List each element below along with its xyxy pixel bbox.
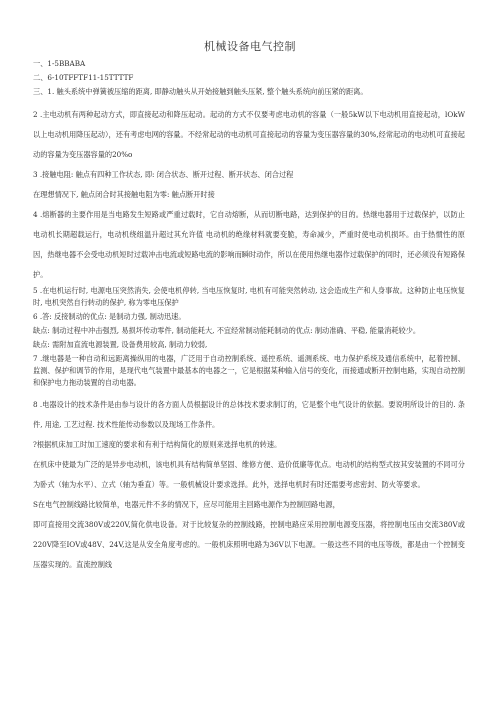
answer-section-two: 二、6-10TFFTF11-15TTTTF (33, 73, 134, 82)
answer-section-three-item-1: 三、1. 触头系统中弹簧被压缩的距离, 即静动触头从开始接触到触头压紧, 整个触头系统向前压紧的距离。 (33, 87, 368, 96)
answer-control-power: S在电气控制线路比较简单，电器元件不多的情况下，应尽可能用主回路电源作为控制回路电源， (33, 500, 340, 509)
answer-item-3: 3 .接触电阻: 触点有四种工作状态, 即: 闭合状态、断开过程、断开状态、闭合过程 (33, 169, 294, 179)
answer-motor-speed: ?根据机床加工时加工速度的要求和有利于结构简化的原则来选择电机的转速。 (33, 440, 282, 449)
document-body (33, 58, 465, 575)
answer-item-6: 6 .答: 反接制动的优点: 是制动力强, 制动迅速。 (33, 311, 186, 321)
answer-motor-type: 在机床中使最为广泛的是异步电动机，该电机具有结构简单坚固、维修方便、造价低廉等优点。电动机的结构型式按其安装置的不同可分为卧式（轴为水平）、立式（轴为垂直）等。一般机械设计要求选择。此外，选择电机时有时还需要考虑密封、防火等要求。 (33, 460, 465, 489)
document-title: 机械设备电气控制 (204, 40, 296, 53)
answer-item-6-drawbacks: 缺点: 制动过程中冲击强烈, 易损坏传动零件, 制动能耗大, 不宜经常制动能耗制动的优点: 制动准确、平稳, 能量消耗较少。 (33, 325, 421, 335)
answer-control-voltage: 即可直接用交流380V或220V,简化供电设备。对于比较复杂的控制线路，控制电路应采用控制电源变压器，将控制电压由交流380V或220V降至IOV或48V、24V,这是从安全角度考虑的。一般机床照明电路为36V以下电源。一般这些不同的电压等级，都是由一个控制变压器实现的。直流控制线 (33, 520, 465, 569)
answer-item-6-drawbacks-2: 缺点: 需附加直流电源装置, 设备费用较高, 制动力较弱, (33, 339, 208, 349)
answer-item-7: 7 .继电器是一种自动和远距离操纵用的电器，广泛用于自动控制系统、遥控系统、遥测系统、电力保护系统及通信系统中，起着控制、监测、保护和调节的作用，是现代电气装置中最基本的电器之一，它是根据某种输入信号的变化，而接通或断开控制电路，实现自动控制和保护电力拖动装置的自动电器。 (33, 353, 465, 387)
answer-item-8: 8 .电器设计的技术条件是由参与设计的各方面人员根据设计的总体技术要求制订的，它是整个电气设计的依据。要说明所设计的目的. 条件, 用途, 工艺过程. 技术性能传动参数以及现场工作条件。 (33, 400, 465, 429)
answer-item-3-continued: 在理想情况下, 触点闭合时其接触电阻为零: 触点断开时接 (33, 189, 215, 199)
answer-item-2: 2 .主电动机有两种起动方式，即直接起动和降压起动。起动的方式不仅要考虑电动机的容量（一般5kW以下电动机用直接起动，lOkW以上电动机用降压起动），还有考虑电网的容量。不经常起动的电动机可直接起动的容量为变压器容量的30%,经常起动的电动机可直接起动的容量为变压器容量的20%o (33, 109, 465, 159)
answer-section-one: 一、1-5BBABA (33, 59, 86, 68)
answer-item-4: 4 .熔断器的主要作用是当电路发生短路或严重过载时，它自动熔断，从而切断电路，达到保护的目的。热继电器用于过载保护，以防止电动机长期超载运行，电动机绕组温升超过其允许值 电动机的绝缘材料就要变脆，寿命减少，严重时使电动机损坏。由于热惯性的原因，热继电器不会受电动机短时过载冲击电流或短路电流的影响而瞬时动作，所以在使用热继电器作过载保护的同时，还必须没有短路保护。 (33, 209, 465, 279)
answer-item-5: 5 .在电机运行时, 电源电压突然消失, 会使电机停转, 当电压恢复时, 电机有可能突然转动, 这会造成生产和人身事故。这种防止电压恢复时, 电机突然自行转动的保护, 称为零电压保护 (33, 285, 465, 307)
